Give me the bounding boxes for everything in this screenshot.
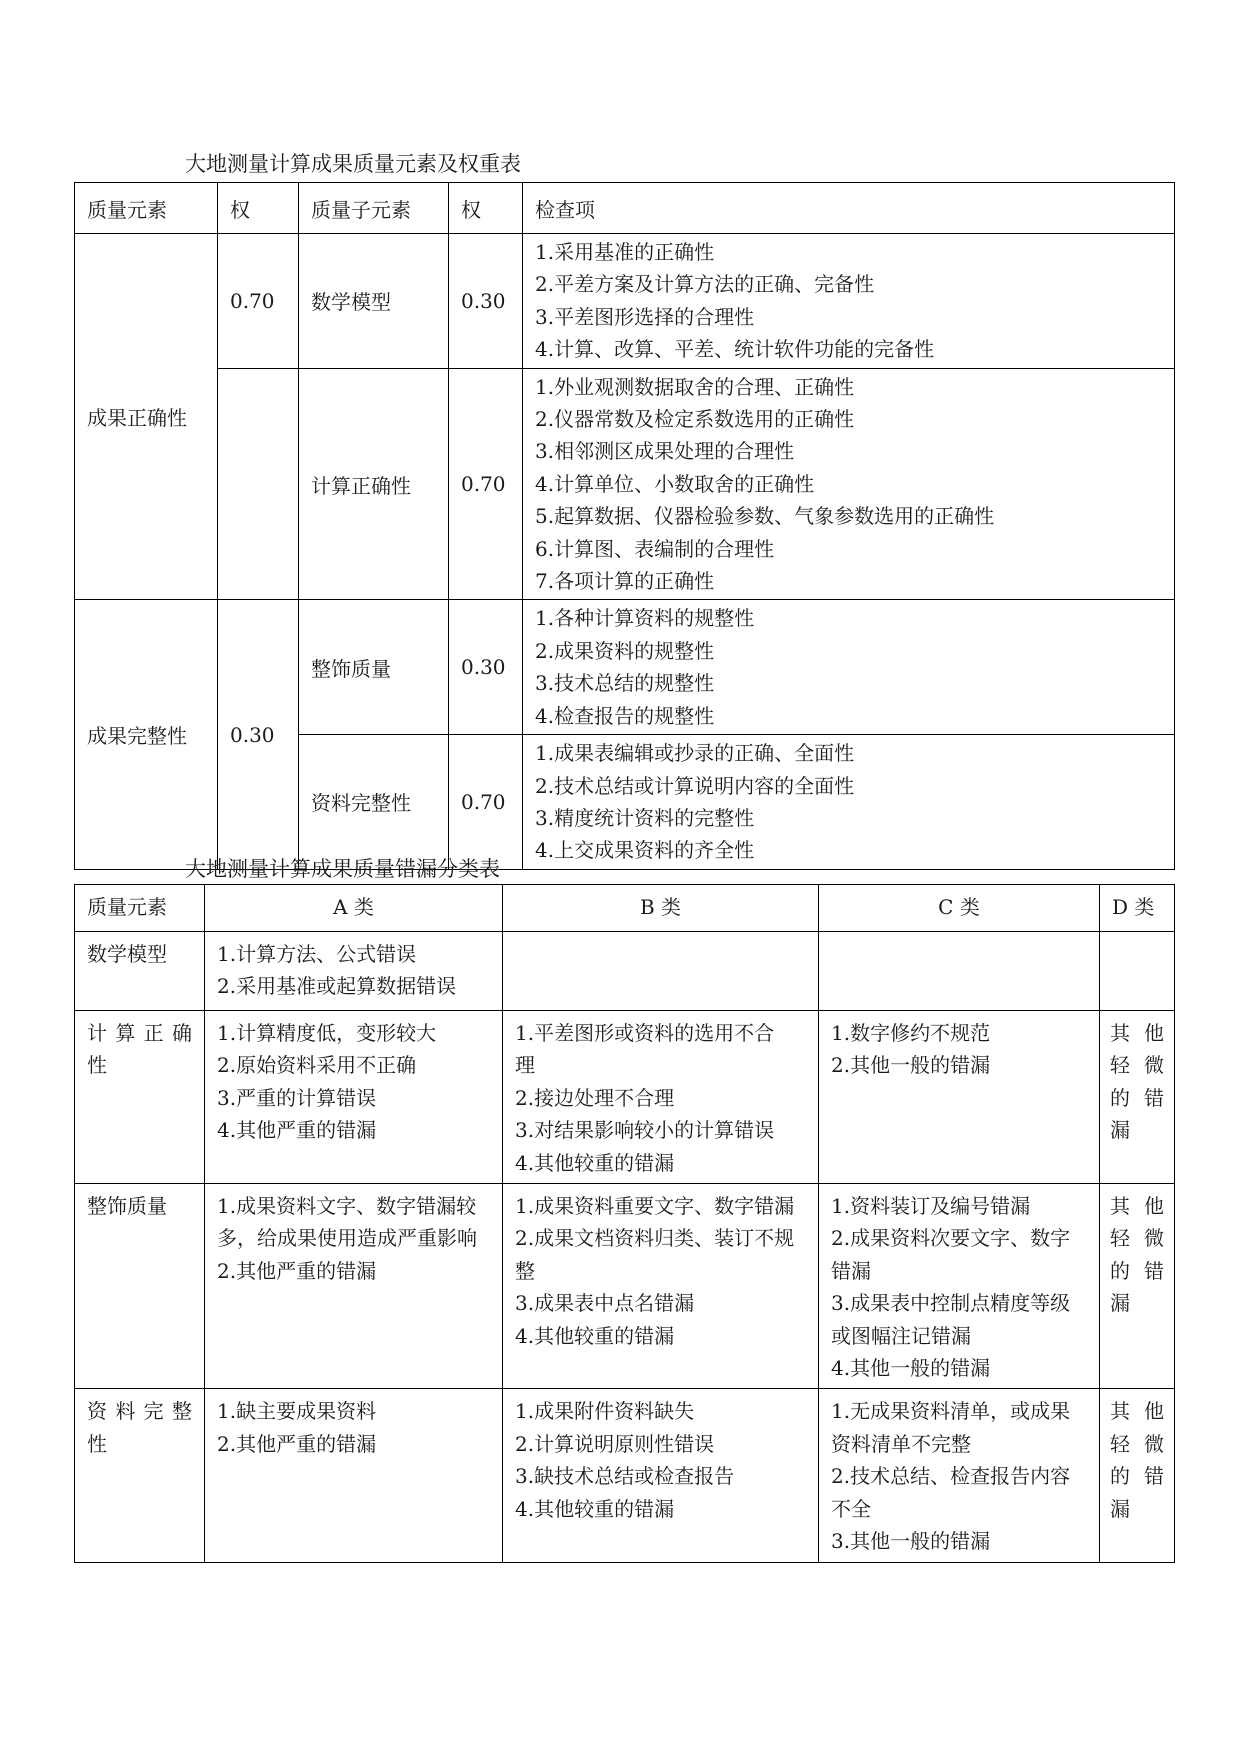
class-b-cell: [503, 932, 819, 1011]
table2-body: [75, 932, 1175, 1563]
quality-element-cell: [75, 1184, 205, 1389]
cell-line: 不全: [831, 1496, 871, 1521]
header-sub-weight: 权: [449, 183, 523, 234]
cell-line: 漏: [1110, 1291, 1130, 1316]
cell-line: 轻 微: [1110, 1053, 1164, 1078]
cell-line: 2.技术总结、检查报告内容: [831, 1464, 1071, 1489]
cell-line: 4.其他较重的错漏: [515, 1496, 675, 1521]
cell-line: 其 他: [1110, 1399, 1164, 1424]
check-item: 1.各种计算资料的规整性: [535, 606, 755, 631]
cell-line: 轻 微: [1110, 1226, 1164, 1251]
cell-line: 2.成果资料次要文字、数字: [831, 1226, 1071, 1251]
cell-line: 3.对结果影响较小的计算错误: [515, 1118, 775, 1143]
cell-line: 错漏: [831, 1258, 871, 1283]
table-row: [75, 1011, 1175, 1184]
table-row: [75, 368, 1175, 600]
cell-line: 1.数字修约不规范: [831, 1021, 991, 1045]
cell-line: 1.计算精度低，变形较大: [217, 1021, 437, 1045]
quality-element-cell: [75, 1389, 205, 1562]
cell-line: 1.成果资料文字、数字错漏较: [217, 1194, 477, 1219]
cell-line: 数学模型: [87, 942, 167, 966]
element-weight: 0.30: [218, 600, 299, 869]
cell-line: 2.其他一般的错漏: [831, 1053, 991, 1078]
class-d-cell: [1100, 1389, 1175, 1562]
class-a-cell: [205, 932, 503, 1011]
check-item: 1.采用基准的正确性: [535, 240, 715, 264]
class-b-cell: [503, 1184, 819, 1389]
table2-caption: 大地测量计算成果质量错漏分类表: [185, 857, 500, 881]
cell-line: 或图幅注记错漏: [831, 1323, 971, 1348]
quality-element-cell: [75, 932, 205, 1011]
cell-line: 其 他: [1110, 1194, 1164, 1219]
cell-line: 1.缺主要成果资料: [217, 1399, 377, 1424]
check-item: 1.成果表编辑或抄录的正确、全面性: [535, 741, 855, 766]
cell-line: 1.平差图形或资料的选用不合: [515, 1021, 775, 1045]
cell-line: 4.其他较重的错漏: [515, 1150, 675, 1175]
cell-line: 3.成果表中点名错漏: [515, 1291, 695, 1316]
check-item: 3.技术总结的规整性: [535, 671, 715, 696]
cell-line: 理: [515, 1053, 535, 1078]
sub-element-weight: 0.30: [449, 600, 523, 735]
table-row: [75, 600, 1175, 735]
element-weight: 0.70: [218, 234, 299, 369]
class-b-cell: [503, 1011, 819, 1184]
table-row: [75, 1389, 1175, 1562]
sub-element-name: 资料完整性: [299, 735, 449, 870]
table1-header-row: [75, 183, 1175, 234]
class-a-cell: [205, 1184, 503, 1389]
sub-element-weight: 0.70: [449, 735, 523, 870]
class-a-cell: [205, 1389, 503, 1562]
check-items: [523, 234, 1175, 369]
cell-line: 性: [87, 1053, 107, 1078]
check-items: [523, 600, 1175, 735]
cell-line: 多，给成果使用造成严重影响: [217, 1226, 477, 1251]
cell-line: 1.无成果资料清单，或成果: [831, 1399, 1071, 1424]
sub-element-name: 计算正确性: [299, 368, 449, 600]
class-a-cell: [205, 1011, 503, 1184]
table-row: [75, 932, 1175, 1011]
header-class-b: B 类: [503, 885, 819, 932]
cell-line: 性: [87, 1431, 107, 1456]
check-item: 3.精度统计资料的完整性: [535, 805, 755, 830]
sub-element-name: 数学模型: [299, 234, 449, 369]
header-quality-element: 质量元素: [75, 885, 205, 932]
cell-line: 其 他: [1110, 1021, 1164, 1045]
cell-line: 4.其他较重的错漏: [515, 1323, 675, 1348]
check-item: 6.计算图、表编制的合理性: [535, 536, 775, 561]
cell-line: 的 错: [1110, 1464, 1164, 1489]
check-item: 3.相邻测区成果处理的合理性: [535, 439, 795, 464]
class-d-cell: [1100, 1184, 1175, 1389]
header-check-items: 检查项: [523, 183, 1175, 234]
check-item: 4.检查报告的规整性: [535, 703, 715, 728]
cell-line: 1.成果资料重要文字、数字错漏: [515, 1194, 795, 1219]
class-d-cell: [1100, 932, 1175, 1011]
cell-line: 整饰质量: [87, 1194, 167, 1219]
check-item: 4.上交成果资料的齐全性: [535, 838, 755, 863]
table-row: [75, 234, 1175, 369]
cell-line: 1.资料装订及编号错漏: [831, 1194, 1031, 1219]
cell-line: 4.其他严重的错漏: [217, 1118, 377, 1143]
quality-element-cell: [75, 1011, 205, 1184]
cell-line: 3.成果表中控制点精度等级: [831, 1291, 1071, 1316]
header-sub-element: 质量子元素: [299, 183, 449, 234]
check-item: 4.计算、改算、平差、统计软件功能的完备性: [535, 337, 935, 362]
check-items: [523, 735, 1175, 870]
class-c-cell: [819, 932, 1100, 1011]
cell-line: 漏: [1110, 1118, 1130, 1143]
check-item: 4.计算单位、小数取舍的正确性: [535, 471, 815, 496]
check-item: 2.技术总结或计算说明内容的全面性: [535, 773, 855, 798]
check-item: 5.起算数据、仪器检验参数、气象参数选用的正确性: [535, 504, 995, 529]
check-item: 1.外业观测数据取舍的合理、正确性: [535, 374, 855, 399]
header-class-d: D 类: [1100, 885, 1175, 932]
cell-line: 资 料 完 整: [87, 1399, 192, 1424]
cell-line: 计 算 正 确: [87, 1021, 192, 1045]
sub-element-name: 整饰质量: [299, 600, 449, 735]
cell-line: 2.接边处理不合理: [515, 1085, 675, 1110]
cell-line: 2.其他严重的错漏: [217, 1258, 377, 1283]
cell-line: 漏: [1110, 1496, 1130, 1521]
header-weight: 权: [218, 183, 299, 234]
cell-line: 2.原始资料采用不正确: [217, 1053, 417, 1078]
sub-element-weight: 0.70: [449, 368, 523, 600]
check-item: 2.平差方案及计算方法的正确、完备性: [535, 272, 875, 297]
check-item: 2.成果资料的规整性: [535, 638, 715, 663]
sub-element-weight: 0.30: [449, 234, 523, 369]
cell-line: 3.严重的计算错误: [217, 1085, 377, 1110]
table2-header-row: [75, 885, 1175, 932]
table-row: [75, 1184, 1175, 1389]
cell-line: 2.其他严重的错漏: [217, 1431, 377, 1456]
cell-line: 4.其他一般的错漏: [831, 1356, 991, 1381]
cell-line: 整: [515, 1258, 535, 1283]
cell-line: 的 错: [1110, 1258, 1164, 1283]
class-c-cell: [819, 1184, 1100, 1389]
class-c-cell: [819, 1389, 1100, 1562]
table1-caption: 大地测量计算成果质量元素及权重表: [185, 152, 521, 176]
cell-line: 的 错: [1110, 1085, 1164, 1110]
check-item: 7.各项计算的正确性: [535, 569, 715, 594]
quality-weight-table: [74, 182, 1175, 870]
cell-line: 1.计算方法、公式错误: [217, 942, 417, 966]
cell-line: 3.其他一般的错漏: [831, 1529, 991, 1554]
cell-line: 2.成果文档资料归类、装订不规: [515, 1226, 795, 1251]
cell-line: 轻 微: [1110, 1431, 1164, 1456]
header-class-a: A 类: [205, 885, 503, 932]
element-name: 成果完整性: [75, 600, 218, 869]
cell-line: 2.采用基准或起算数据错误: [217, 974, 457, 999]
check-item: 3.平差图形选择的合理性: [535, 304, 755, 329]
element-name: 成果正确性: [75, 234, 218, 600]
check-item: 2.仪器常数及检定系数选用的正确性: [535, 407, 855, 432]
check-items: [523, 368, 1175, 600]
class-b-cell: [503, 1389, 819, 1562]
class-c-cell: [819, 1011, 1100, 1184]
class-d-cell: [1100, 1011, 1175, 1184]
header-class-c: C 类: [819, 885, 1100, 932]
element-weight-empty: [218, 368, 299, 600]
header-quality-element: 质量元素: [75, 183, 218, 234]
cell-line: 2.计算说明原则性错误: [515, 1431, 715, 1456]
cell-line: 资料清单不完整: [831, 1431, 971, 1456]
error-classification-table: [74, 884, 1175, 1563]
cell-line: 1.成果附件资料缺失: [515, 1399, 695, 1424]
cell-line: 3.缺技术总结或检查报告: [515, 1464, 735, 1489]
